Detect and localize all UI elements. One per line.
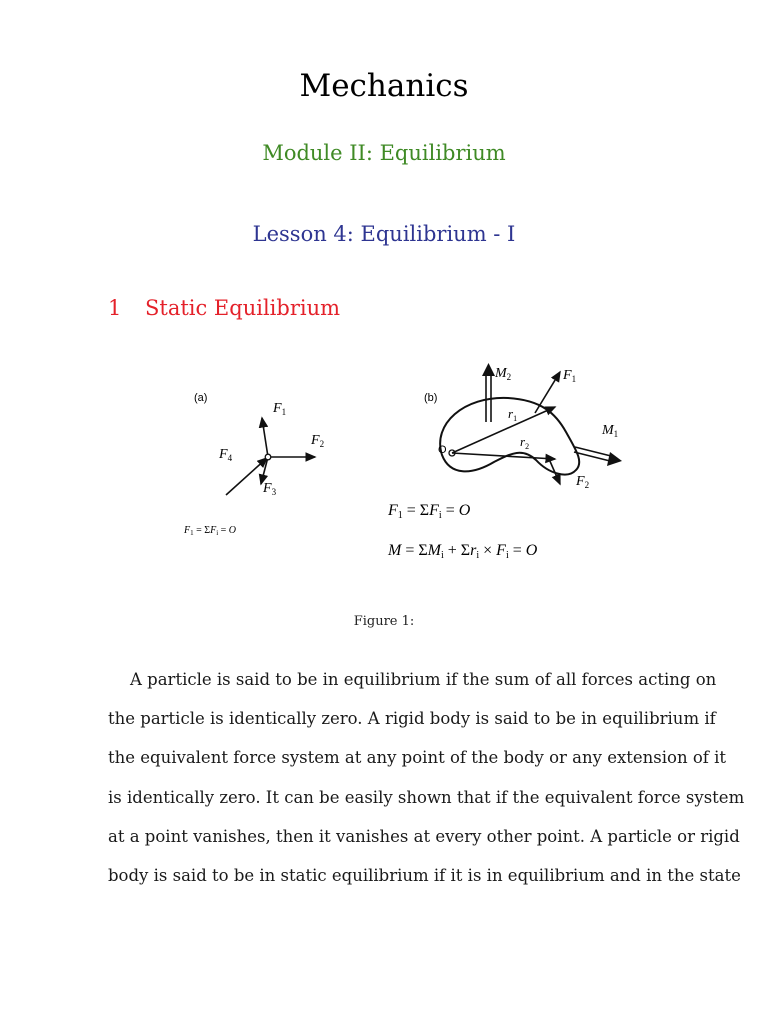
label-b-f1: $F_1$ [563,368,577,384]
module-heading: Module II: Equilibrium [262,141,506,165]
paragraph-line: the equivalent force system at any point of the body or any extension of it [108,748,727,768]
panel-b-equation-1: F1 = ΣFi = O [388,502,471,521]
panel-b-label: (b) [424,392,438,404]
label-a-f1: $F_1$ [273,401,287,417]
moment-m2-head [482,363,495,376]
force-f4-arrow [226,458,267,495]
section-number: 1 [108,296,122,320]
label-b-r2: $r_2$ [520,434,530,451]
body-paragraph [108,660,745,895]
lesson-heading: Lesson 4: Equilibrium - I [252,222,516,246]
paragraph-line: body is said to be in static equilibrium if it is in equilibrium and in the state [108,866,741,886]
moment-m1-shaft-a [575,447,615,457]
vector-r1 [452,407,555,453]
document-title: Mechanics [299,68,469,104]
label-b-m1: $M_1$ [602,423,619,439]
label-b-f2: $F_2$ [576,474,590,490]
moment-m1-head [607,452,622,466]
panel-b-equation-2: M = ΣMi + Σri × Fi = O [388,542,538,561]
paragraph-line: is identically zero. It can be easily shown that if the equivalent force system [108,787,745,807]
paragraph-line: at a point vanishes, then it vanishes at every other point. A particle or rigid [108,826,740,846]
paragraph-line: A particle is said to be in equilibrium if the sum of all forces acting on [130,670,717,689]
paragraph-line: the particle is identically zero. A rigid body is said to be in equilibrium if [108,709,716,729]
panel-a-equation: $F_1 = \Sigma F_i = O$ [184,525,237,537]
force-f1-arrow [262,418,268,457]
section-title: Static Equilibrium [145,296,341,320]
origin-label: O [438,444,447,456]
panel-b [387,363,622,561]
figure-1-diagram [170,350,640,600]
label-b-r1: $r_1$ [508,406,518,423]
figure-1 [170,350,640,600]
label-a-f3: $F_3$ [263,481,277,497]
label-a-f2: $F_2$ [311,433,325,449]
panel-a [183,392,324,537]
panel-a-label: (a) [194,392,208,404]
force-b-f1-arrow [535,372,560,413]
label-a-f4: $F_4$ [219,447,233,463]
particle-point [265,454,271,460]
label-b-m2: $M_2$ [495,366,512,382]
figure-caption: Figure 1: [353,614,415,629]
section-heading [108,296,340,320]
